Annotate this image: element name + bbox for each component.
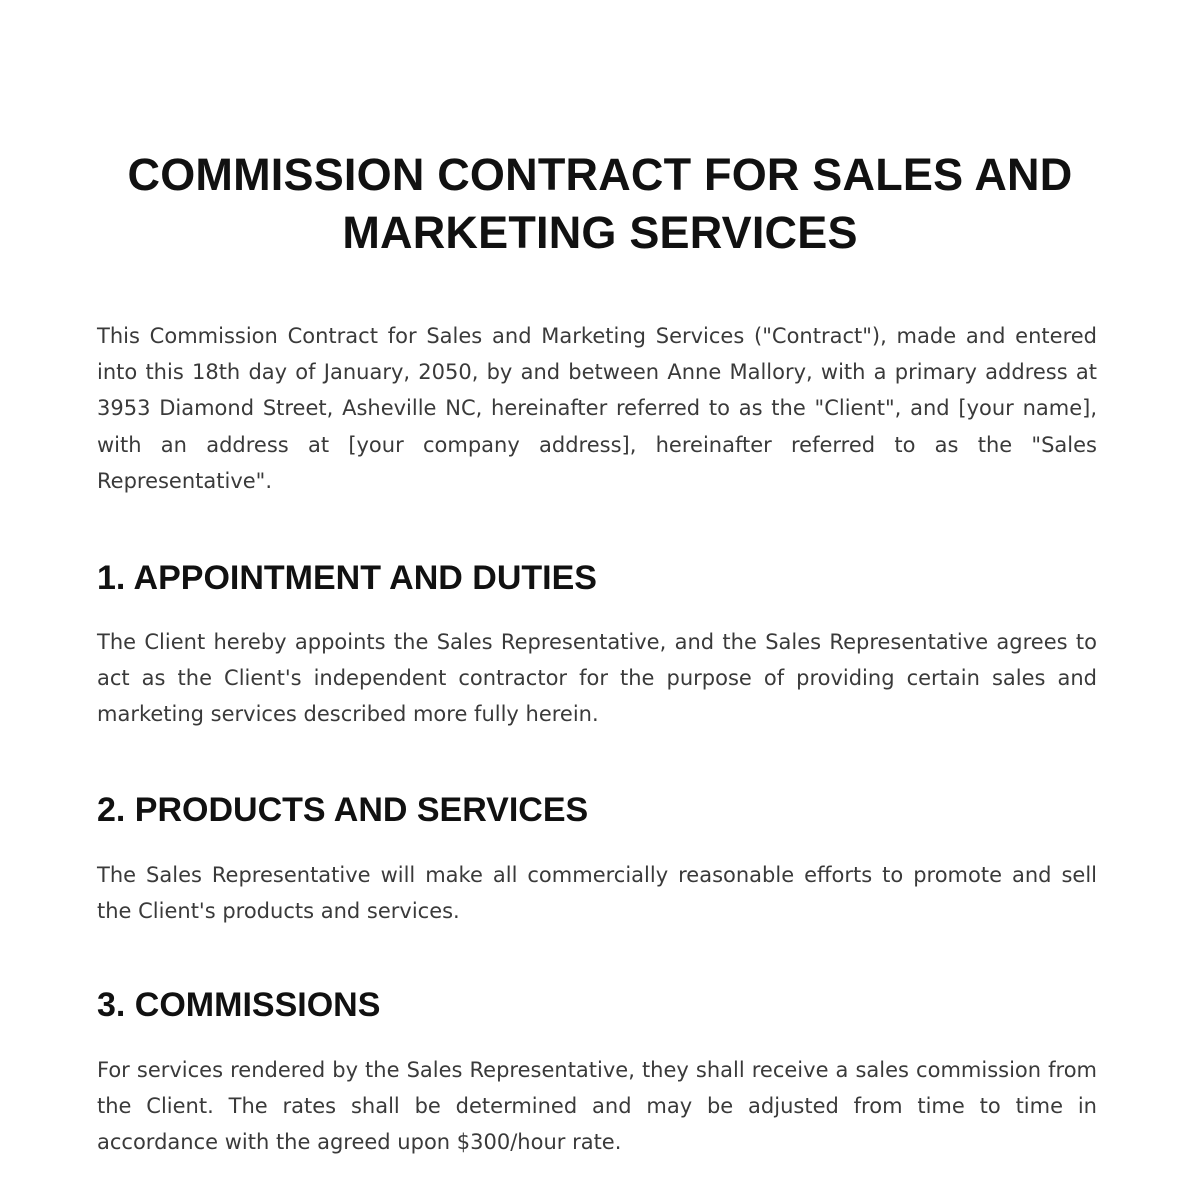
intro-paragraph: This Commission Contract for Sales and Marketing Services ("Contract"), made and entered into this 18th day of January, 2050, by and between Anne Mallory, with a primary address at 3953 Diamond Street, Asheville NC, hereinafter referred to as the "Client", and [your name], with an address at [your company address], hereinafter referred to as the "Sales Representative". bbox=[97, 324, 1097, 493]
section-body-products: The Sales Representative will make all commercially reasonable efforts to promote and sell the Client's products and services. bbox=[97, 863, 1097, 924]
section-body-commissions: For services rendered by the Sales Representative, they shall receive a sales commission from the Client. The rates shall be determined and may be adjusted from time to time in accordance with the agreed upon $300/hour rate. bbox=[97, 1058, 1097, 1155]
document-title: COMMISSION CONTRACT FOR SALES AND MARKETING SERVICES bbox=[127, 149, 1073, 258]
section-heading-products: 2. PRODUCTS AND SERVICES bbox=[97, 791, 589, 829]
section-body-appointment: The Client hereby appoints the Sales Representative, and the Sales Representative agrees to act as the Client's independent contractor for the purpose of providing certain sales and marketing services described more fully herein. bbox=[97, 630, 1097, 727]
section-heading-appointment: 1. APPOINTMENT AND DUTIES bbox=[97, 559, 597, 597]
section-heading-commissions: 3. COMMISSIONS bbox=[97, 986, 381, 1024]
